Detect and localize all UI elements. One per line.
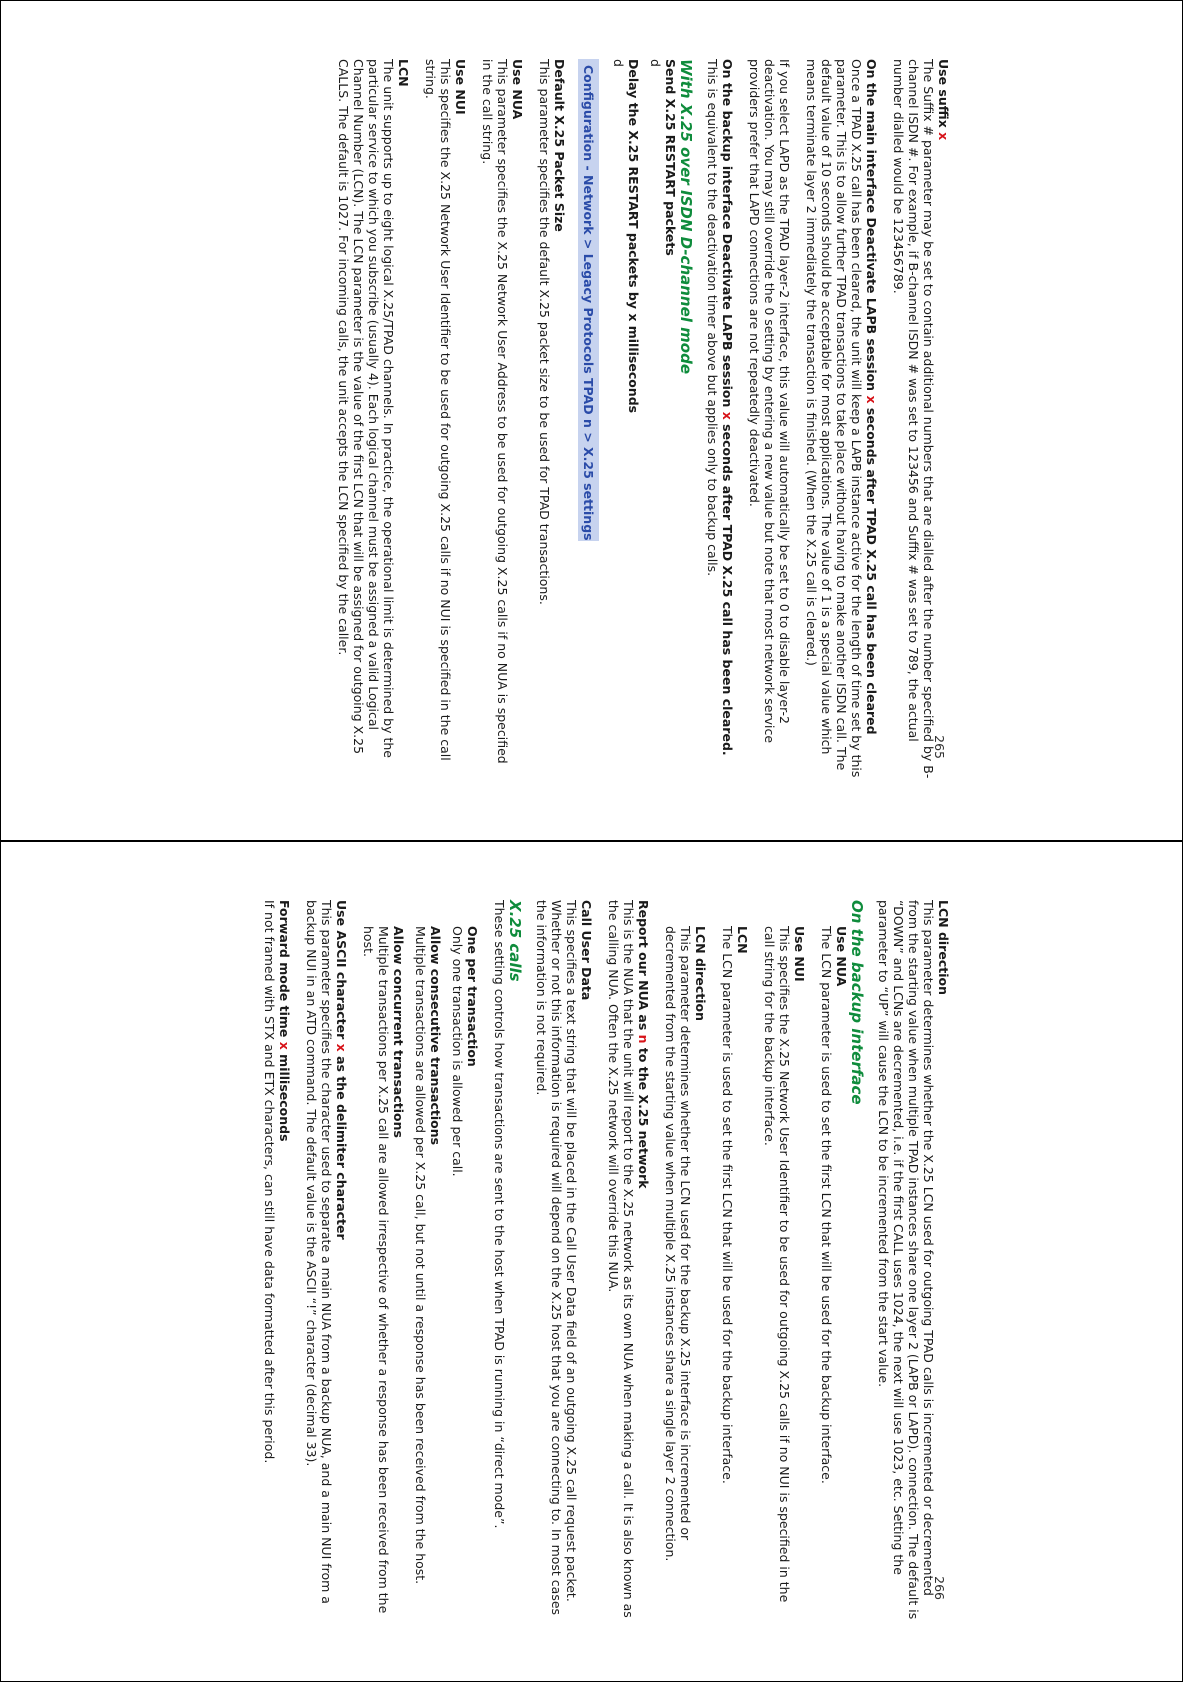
consecutive-body: Multiple transactions are allowed per X.25 call, but not until a response has been received from the host.	[413, 926, 428, 1585]
page-265	[0, 0, 1183, 841]
variable-x: x	[277, 1041, 292, 1050]
concurrent-title: Allow concurrent transactions	[391, 926, 406, 1138]
send-restart-body: d	[648, 59, 663, 67]
section-one-per-transaction	[450, 900, 480, 1620]
variable-x: x	[720, 411, 735, 420]
report-nua-title: Report our NUA as n to the X.25 network	[636, 900, 651, 1189]
lcn-body: The unit supports up to eight logical X.25/TPAD channels. In practice, the operational limit is determined by the particular service to which you subscribe (usually 4). Each logical channel must be assigned a valid Logical Channel Number (LCN). The LCN parameter is the value of the first LCN that will be assigned for outgoing X.25 CALLS. The default is 1027. For incoming calls, the unit accepts the LCN specified by the caller.	[336, 59, 396, 758]
packet-size-title: Default X.25 Packet Size	[552, 59, 567, 232]
section-send-restart	[648, 59, 678, 779]
config-path-bar	[572, 59, 599, 779]
backup-use-nua-title: Use NUA	[834, 926, 849, 987]
backup-interface-title: On the backup interface Deactivate LAPB session x seconds after TPAD X.25 call has been cleared.	[720, 59, 735, 756]
backup-use-nui-body: This specifies the X.25 Network User Identifier to be used for outgoing X.25 calls if no NUI is specified in the call string for the backup interface.	[762, 926, 792, 1603]
delay-restart-title: Delay the X.25 RESTART packets by x milliseconds	[626, 59, 641, 414]
page-266	[0, 841, 1183, 1682]
use-suffix-body: The Suffix # parameter may be set to contain additional numbers that are dialled after the number specified by B-channel ISDN #. For example, if B-channel ISDN # was set to 123456 and Suffix # was set to 789, the actual number dialled would be 123456789.	[891, 59, 936, 779]
backup-lcn-direction-title: LCN direction	[693, 926, 708, 1021]
forward-mode-title: Forward mode time x milliseconds	[277, 900, 292, 1142]
section-use-nua	[480, 59, 525, 779]
variable-x: x	[334, 1043, 349, 1052]
one-per-body: Only one transaction is allowed per call.	[450, 926, 465, 1177]
call-user-data-title: Call User Data	[579, 900, 594, 1001]
section-use-suffix	[891, 59, 951, 779]
packet-size-body: This parameter specifies the default X.25 packet size to be used for TPAD transactions.	[537, 59, 552, 605]
section-use-nui	[423, 59, 468, 779]
section-forward-mode	[262, 900, 292, 1620]
section-consecutive	[413, 900, 443, 1620]
dchannel-heading: With X.25 over ISDN D-channel mode	[677, 59, 695, 374]
section-main-interface-deactivate	[804, 59, 879, 779]
variable-n: n	[636, 1034, 651, 1044]
use-nua-title: Use NUA	[510, 59, 525, 120]
use-suffix-title: Use suffix x	[936, 59, 951, 141]
backup-use-nua-body: The LCN parameter is used to set the first LCN that will be used for the backup interface.	[819, 926, 834, 1484]
one-per-title: One per transaction	[465, 926, 480, 1067]
section-concurrent	[361, 900, 406, 1620]
backup-interface-heading: On the backup interface	[848, 900, 866, 1105]
use-nui-body: This specifies the X.25 Network User Identifier to be used for outgoing X.25 calls if no NUI is specified in the call string.	[423, 59, 453, 761]
x25-calls-body: These setting controls how transactions are sent to the host when TPAD is running in “direct mode”.	[492, 900, 507, 1529]
text-column	[324, 59, 951, 779]
section-main-interface-lapd	[747, 59, 792, 779]
section-delay-restart	[611, 59, 641, 779]
consecutive-title: Allow consecutive transactions	[428, 926, 443, 1146]
use-nui-title: Use NUI	[453, 59, 468, 115]
delay-restart-body: d	[611, 59, 626, 67]
lcn-direction-body: This parameter determines whether the X.25 LCN used for outgoing TPAD calls is incremented or decremented from the starting value when multiple TPAD instances share one layer 2 (LAPB or LAPD). connection. The default is “DOWN” and LCNs are decremented, i.e. if the first CALL uses 1024, the next will use 1023, etc. Setting the parameter to “UP” will cause the LCN to be incremented from the start value.	[876, 900, 936, 1620]
section-call-user-data	[534, 900, 594, 1620]
section-lcn	[336, 59, 411, 779]
rotated-content	[221, 900, 951, 1680]
section-x25-calls	[492, 900, 507, 1620]
main-interface-title: On the main interface Deactivate LAPB session x seconds after TPAD X.25 call has been cleared	[864, 59, 879, 735]
section-ascii-delimiter	[304, 900, 349, 1620]
main-interface-body-1: Once a TPAD X.25 call has been cleared, the unit will keep a LAPB instance active for the length of time set by this parameter. This is to allow further TPAD transactions to take place without having to make another ISDN call. The default value of 10 seconds should be acceptable for most applications. The value of 1 is a special value which means terminate layer 2 immediately the transaction is finished. (When the X.25 call is cleared.)	[804, 59, 864, 778]
lcn-title: LCN	[396, 59, 411, 87]
variable-x: x	[864, 395, 879, 404]
use-nua-body: This parameter specifies the X.25 Network User Address to be used for outgoing X.25 calls if no NUA is specified in the call string.	[480, 59, 510, 764]
ascii-delimiter-title: Use ASCII character x as the delimiter character	[334, 900, 349, 1240]
section-backup-interface-deactivate	[705, 59, 735, 779]
lcn-direction-title: LCN direction	[936, 900, 951, 995]
section-backup-use-nua	[819, 900, 849, 1620]
section-report-nua	[606, 900, 651, 1620]
section-lcn-direction	[876, 900, 951, 1620]
forward-mode-body: If not framed with STX and ETX characters, can still have data formatted after this period.	[262, 900, 277, 1464]
backup-lcn-direction-body: This parameter determines whether the LCN used for the backup X.25 interface is incremented or decremented from the starting value when multiple X.25 instances share a single layer 2 connection.	[663, 926, 693, 1562]
concurrent-body: Multiple transactions per X.25 call are allowed irrespective of whether a response has been received from the host.	[361, 926, 391, 1614]
backup-lcn-title: LCN	[735, 926, 750, 954]
report-nua-body: This is the NUA that the unit will report to the X.25 network as its own NUA when making a call. It is also known as the calling NUA. Often the X.25 network will override this NUA.	[606, 900, 636, 1618]
section-backup-lcn-direction	[663, 900, 708, 1620]
backup-interface-body: This is equivalent to the deactivation timer above but applies only to backup calls.	[705, 59, 720, 577]
x25-calls-heading: X.25 calls	[506, 900, 524, 982]
page-number: 265	[932, 735, 947, 759]
main-interface-body-2: If you select LAPD as the TPAD layer-2 interface, this value will automatically be set to 0 to disable layer-2 deactivation. You may still override the 0 setting by entering a new value but note that most network service providers prefer that LAPD connections are not repeatedly deactivated.	[747, 59, 792, 744]
config-path: Configuration - Network > Legacy Protocols TPAD n > X.25 settings	[578, 59, 599, 541]
call-user-data-body: This specifies a text string that will be placed in the Call User Data field of an outgoing X.25 call request packet. Whether or not this information is required will depend on the X.25 host that you are connecting to. In most cases the information is not required.	[534, 900, 579, 1616]
send-restart-title: Send X.25 RESTART packets	[663, 59, 678, 256]
page-number: 266	[932, 1576, 947, 1600]
rotated-content	[221, 59, 951, 839]
text-column	[250, 900, 951, 1620]
section-backup-lcn	[720, 900, 750, 1620]
backup-lcn-body: The LCN parameter is used to set the first LCN that will be used for the backup interface.	[720, 926, 735, 1484]
variable-x: x	[936, 132, 951, 141]
section-packet-size	[537, 59, 567, 779]
ascii-delimiter-body: This parameter specifies the character used to separate a main NUA from a backup NUA, and a main NUI from a backup NUI in an ATD command. The default value is the ASCII “!” character (decimal 33).	[304, 900, 334, 1604]
backup-use-nui-title: Use NUI	[792, 926, 807, 982]
section-backup-use-nui	[762, 900, 807, 1620]
